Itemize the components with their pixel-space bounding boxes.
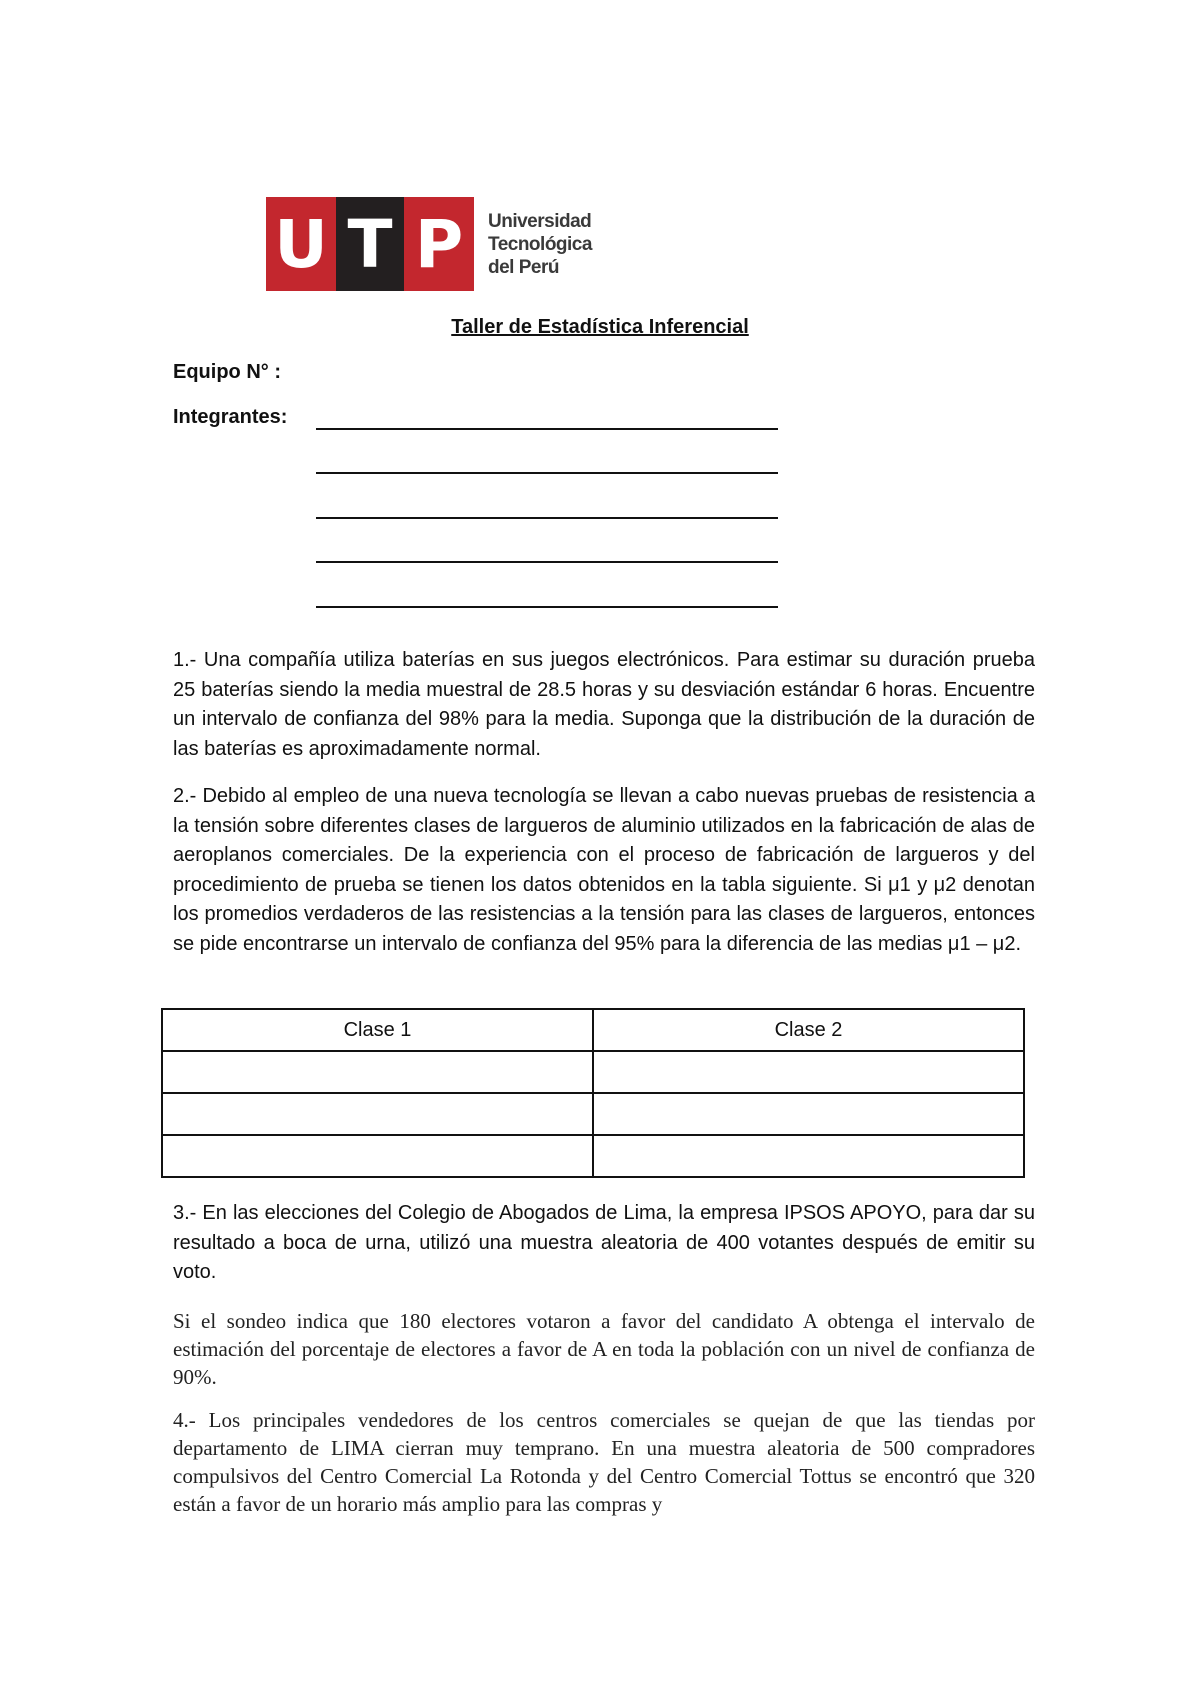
- logo-line-1: Universidad: [488, 210, 592, 232]
- members-label: Integrantes:: [173, 406, 288, 428]
- table-cell[interactable]: [593, 1093, 1024, 1135]
- logo-letter-p: P: [404, 197, 474, 291]
- member-line-5[interactable]: [316, 606, 778, 608]
- member-line-3[interactable]: [316, 517, 778, 519]
- team-label: Equipo N° :: [173, 361, 281, 383]
- member-line-1[interactable]: [316, 428, 778, 430]
- table-row: [162, 1135, 1024, 1177]
- utp-logo: [266, 197, 592, 291]
- question-3: 3.- En las elecciones del Colegio de Abogados de Lima, la empresa IPSOS APOYO, para dar su resultado a boca de urna, utilizó una muestra aleatoria de 400 votantes después de emitir su voto.: [173, 1202, 1035, 1283]
- table-row: [162, 1051, 1024, 1093]
- question-1: 1.- Una compañía utiliza baterías en sus juegos electrónicos. Para estimar su duración prueba 25 baterías siendo la media muestral de 28.5 horas y su desviación estándar 6 horas. Encuentre un intervalo de confianza del 98% para la media. Suponga que la distribución de la duración de las baterías es aproximadamente normal.: [173, 649, 1035, 760]
- logo-wordmark: [488, 197, 592, 291]
- table-cell[interactable]: [593, 1051, 1024, 1093]
- logo-letter-u: U: [266, 197, 336, 291]
- question-2: 2.- Debido al empleo de una nueva tecnología se llevan a cabo nuevas pruebas de resistencia a la tensión sobre diferentes clases de largueros de aluminio utilizados en la fabricación de alas de aeroplanos comerciales. De la experiencia con el proceso de fabricación de largueros y del procedimiento de prueba se tienen los datos obtenidos en la tabla siguiente. Si μ1 y μ2 denotan los promedios verdaderos de las resistencias a la tensión para las clases de largueros, entonces se pide encontrarse un intervalo de confianza del 95% para la diferencia de las medias μ1 – μ2.: [173, 785, 1035, 955]
- table-cell[interactable]: [593, 1135, 1024, 1177]
- table-header-clase-1: Clase 1: [162, 1009, 593, 1051]
- table-cell[interactable]: [162, 1051, 593, 1093]
- member-line-4[interactable]: [316, 561, 778, 563]
- table-header-row: [162, 1009, 1024, 1051]
- table-cell[interactable]: [162, 1135, 593, 1177]
- logo-line-2: Tecnológica: [488, 233, 592, 255]
- table-header-clase-2: Clase 2: [593, 1009, 1024, 1051]
- member-line-2[interactable]: [316, 472, 778, 474]
- table-row: [162, 1093, 1024, 1135]
- question-3-detail: Si el sondeo indica que 180 electores votaron a favor del candidato A obtenga el intervalo de estimación del porcentaje de electores a favor de A en toda la población con un nivel de confianza de 90%.: [173, 1309, 1035, 1389]
- table-cell[interactable]: [162, 1093, 593, 1135]
- data-table: [161, 1008, 1025, 1178]
- document-title: Taller de Estadística Inferencial: [451, 316, 749, 338]
- logo-letter-t: T: [336, 197, 404, 291]
- logo-line-3: del Perú: [488, 256, 559, 278]
- question-4: 4.- Los principales vendedores de los centros comerciales se quejan de que las tiendas por departamento de LIMA cierran muy temprano. En una muestra aleatoria de 500 compradores compulsivos del Centro Comercial La Rotonda y del Centro Comercial Tottus se encontró que 320 están a favor de un horario más amplio para las compras y: [173, 1408, 1035, 1516]
